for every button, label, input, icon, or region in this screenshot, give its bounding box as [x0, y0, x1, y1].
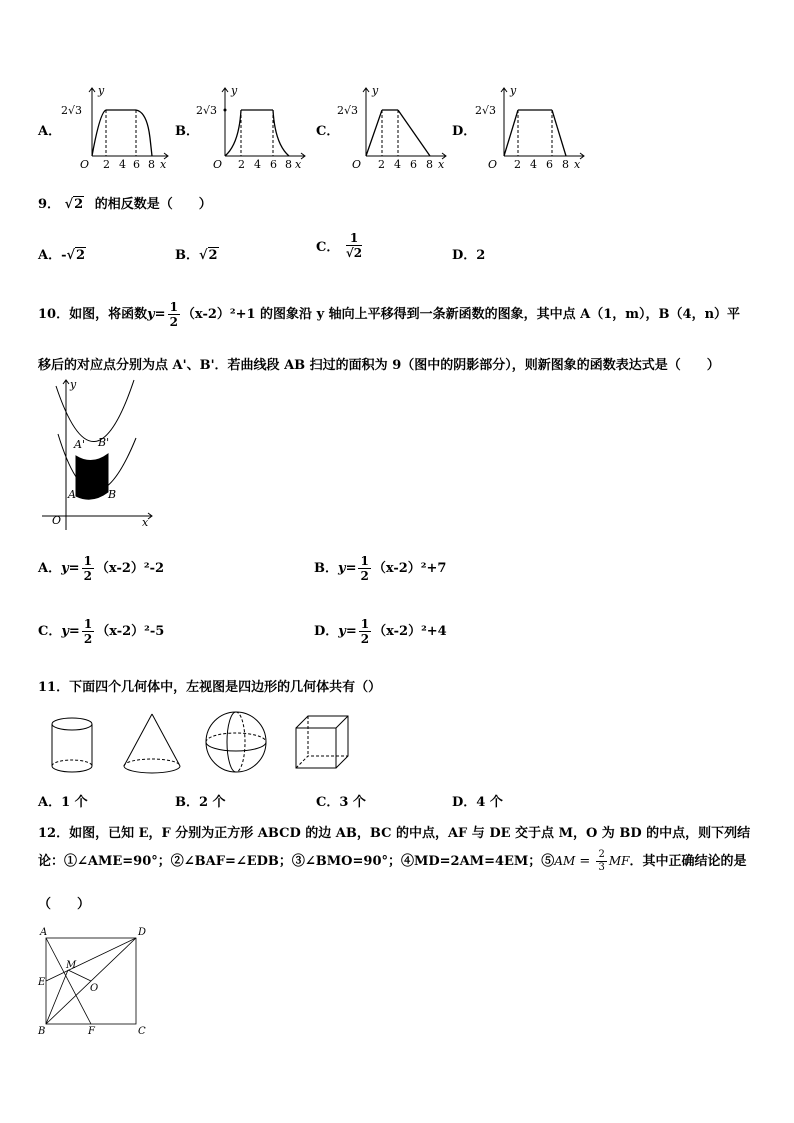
svg-text:4: 4: [254, 158, 261, 170]
q9-option-b[interactable]: B．√2: [175, 248, 218, 263]
q8-option-c-label[interactable]: C．: [316, 124, 340, 139]
svg-text:A: A: [40, 927, 48, 938]
svg-text:4: 4: [394, 158, 401, 170]
q10-option-d[interactable]: D．y= $\frac{1}{2}$ （x-2）²+4: [314, 617, 447, 646]
svg-text:2: 2: [514, 158, 521, 170]
q9-option-c[interactable]: C． $\frac{1}{√2}$: [316, 231, 363, 260]
svg-text:M: M: [66, 960, 77, 971]
q12-stem-line2: 论：①∠AME=90°；②∠BAF=∠EDB；③∠BMO=90°；④MD=2AM=4EM；⑤AM = $\frac{2}{3}$ MF．其中正确结论的是: [38, 849, 747, 873]
svg-text:A: A: [68, 488, 76, 501]
svg-text:B: B: [38, 1026, 46, 1036]
q9-option-d[interactable]: D．2: [452, 248, 486, 263]
q8-option-b-label[interactable]: B．: [175, 124, 199, 139]
svg-text:6: 6: [410, 158, 417, 170]
svg-text:4: 4: [530, 158, 537, 170]
q10-stem-line2: 移后的对应点分别为点 A'、B'．若曲线段 AB 扫过的面积为 9（图中的阴影部分），则新图象的函数表达式是（ ）: [38, 358, 720, 373]
svg-text:y: y: [372, 84, 379, 97]
q10-option-c[interactable]: C．y= $\frac{1}{2}$ （x-2）²-5: [38, 617, 165, 646]
ymax-label: 2√3: [61, 104, 83, 117]
svg-text:B': B': [98, 436, 110, 449]
svg-text:C: C: [138, 1026, 146, 1036]
x-axis-label: x: [160, 158, 167, 170]
tick-4: 4: [119, 158, 126, 170]
q11-option-d[interactable]: D．4 个: [452, 795, 503, 810]
tick-8: 8: [148, 158, 155, 170]
tick-6: 6: [133, 158, 140, 170]
svg-text:O: O: [213, 158, 223, 170]
q8-graph-a: [58, 84, 173, 170]
svg-text:x: x: [438, 158, 445, 170]
cone-icon: [124, 714, 180, 773]
origin-label: O: [80, 158, 90, 170]
svg-text:D: D: [138, 927, 147, 938]
svg-text:O: O: [488, 158, 498, 170]
q12-stem-line1: 12．如图，已知 E，F 分别为正方形 ABCD 的边 AB，BC 的中点，AF 与 DE 交于点 M，O 为 BD 的中点，则下列结: [38, 826, 751, 841]
svg-text:O: O: [90, 983, 99, 994]
q10-stem-line1: 10．如图，将函数y= $\frac{1}{2}$ （x-2）²+1 的图象沿 y 轴向上平移得到一条新函数的图象，其中点 A（1，m），B（4，n）平: [38, 300, 741, 329]
q8-graph-d: [474, 84, 589, 170]
svg-text:8: 8: [285, 158, 292, 170]
svg-text:8: 8: [562, 158, 569, 170]
tick-2: 2: [103, 158, 110, 170]
svg-text:2√3: 2√3: [475, 104, 497, 117]
q11-option-c[interactable]: C．3 个: [316, 795, 366, 810]
svg-text:E: E: [38, 977, 46, 988]
svg-text:8: 8: [426, 158, 433, 170]
q12-figure: [36, 924, 156, 1036]
sqrt-expression: √2: [64, 197, 84, 212]
svg-text:6: 6: [270, 158, 277, 170]
svg-text:y: y: [231, 84, 238, 97]
svg-text:x: x: [295, 158, 302, 170]
svg-text:A': A': [74, 438, 85, 451]
svg-text:6: 6: [546, 158, 553, 170]
q10-figure: [36, 376, 158, 534]
q8-option-d-label[interactable]: D．: [452, 124, 477, 139]
svg-text:x: x: [142, 516, 149, 529]
q10-option-a[interactable]: A．y= $\frac{1}{2}$ （x-2）²-2: [38, 554, 165, 583]
svg-text:2√3: 2√3: [196, 104, 218, 117]
q11-option-b[interactable]: B．2 个: [175, 795, 226, 810]
svg-text:y: y: [70, 378, 77, 391]
q12-stem-line3: （ ）: [38, 897, 91, 912]
q8-option-a-label[interactable]: A．: [38, 124, 62, 139]
q10-option-b[interactable]: B．y= $\frac{1}{2}$ （x-2）²+7: [314, 554, 447, 583]
svg-text:2: 2: [378, 158, 385, 170]
cube-icon: [296, 716, 348, 768]
y-axis-label: y: [98, 84, 105, 97]
svg-text:F: F: [88, 1026, 95, 1036]
svg-text:x: x: [574, 158, 581, 170]
sphere-icon: [206, 712, 266, 772]
q11-solids-figure: [40, 710, 360, 778]
svg-text:O: O: [352, 158, 362, 170]
svg-text:2: 2: [238, 158, 245, 170]
q9-option-a[interactable]: A．-√2: [38, 248, 86, 263]
q11-stem: 11．下面四个几何体中，左视图是四边形的几何体共有（）: [38, 680, 382, 695]
svg-text:B: B: [108, 488, 117, 501]
cylinder-icon: [52, 718, 92, 772]
q9-stem: 9． √2 的相反数是（ ）: [38, 197, 212, 212]
q8-graph-c: [336, 84, 451, 170]
svg-text:O: O: [52, 514, 62, 527]
q11-option-a[interactable]: A．1 个: [38, 795, 88, 810]
q8-graph-b: [195, 84, 310, 170]
svg-text:2√3: 2√3: [337, 104, 359, 117]
svg-text:y: y: [510, 84, 517, 97]
